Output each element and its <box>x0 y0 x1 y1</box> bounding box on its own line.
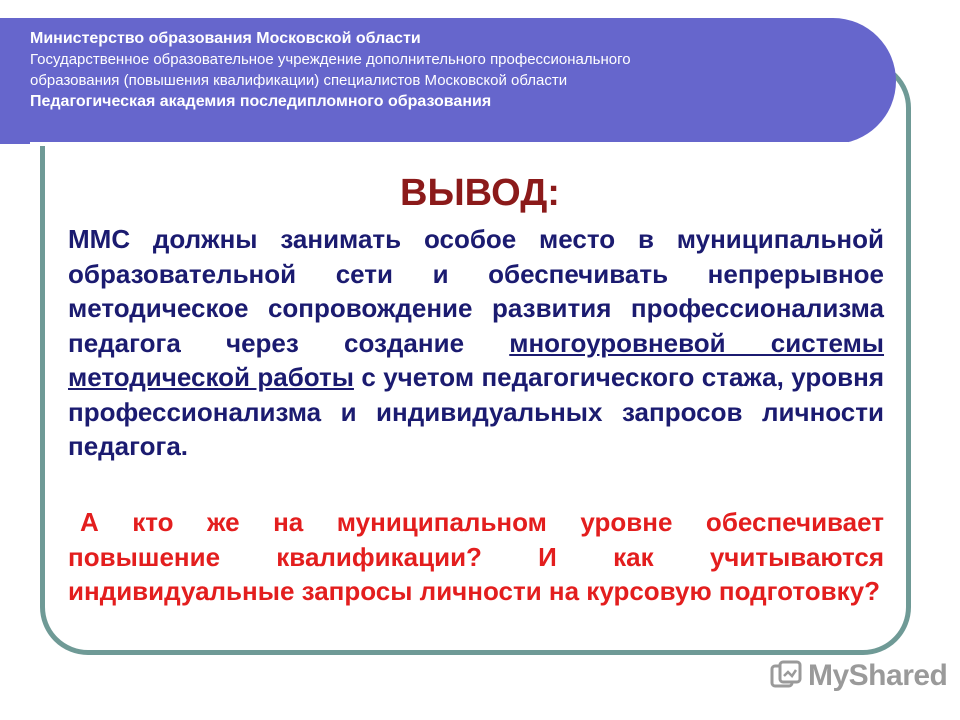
conclusion-paragraph <box>68 222 884 464</box>
watermark <box>770 658 947 694</box>
watermark-text: MyShared <box>808 659 948 692</box>
ministry-name: Министерство образования Московской области <box>30 30 421 47</box>
myshared-logo-icon <box>770 660 802 692</box>
conclusion-part-1: ММС должны занимать особое место в муниципальной образовательной сети и обеспечивать непрерывное методическое сопровождение развития профессионализма педагога через создание <box>68 224 884 358</box>
conclusion-part-2: с учетом педагогического стажа, уровня профессионализма и индивидуальных запросов личности педагога. <box>68 362 884 461</box>
question-paragraph: А кто же на муниципальном уровне обеспечивает повышение квалификации? И как учитываются индивидуальные запросы личности на курсовую подготовку? <box>68 507 884 606</box>
header-banner <box>0 18 896 144</box>
institution-line-1: Государственное образовательное учреждение дополнительного профессионального <box>30 51 631 68</box>
academy-name: Педагогическая академия последипломного образования <box>30 93 492 110</box>
header-underline <box>30 142 848 146</box>
slide-title: ВЫВОД: <box>400 172 560 214</box>
institution-line-2: образования (повышения квалификации) специалистов Московской области <box>30 72 568 89</box>
conclusion-underlined-phrase: многоуровневой системы методической работы <box>68 327 885 392</box>
